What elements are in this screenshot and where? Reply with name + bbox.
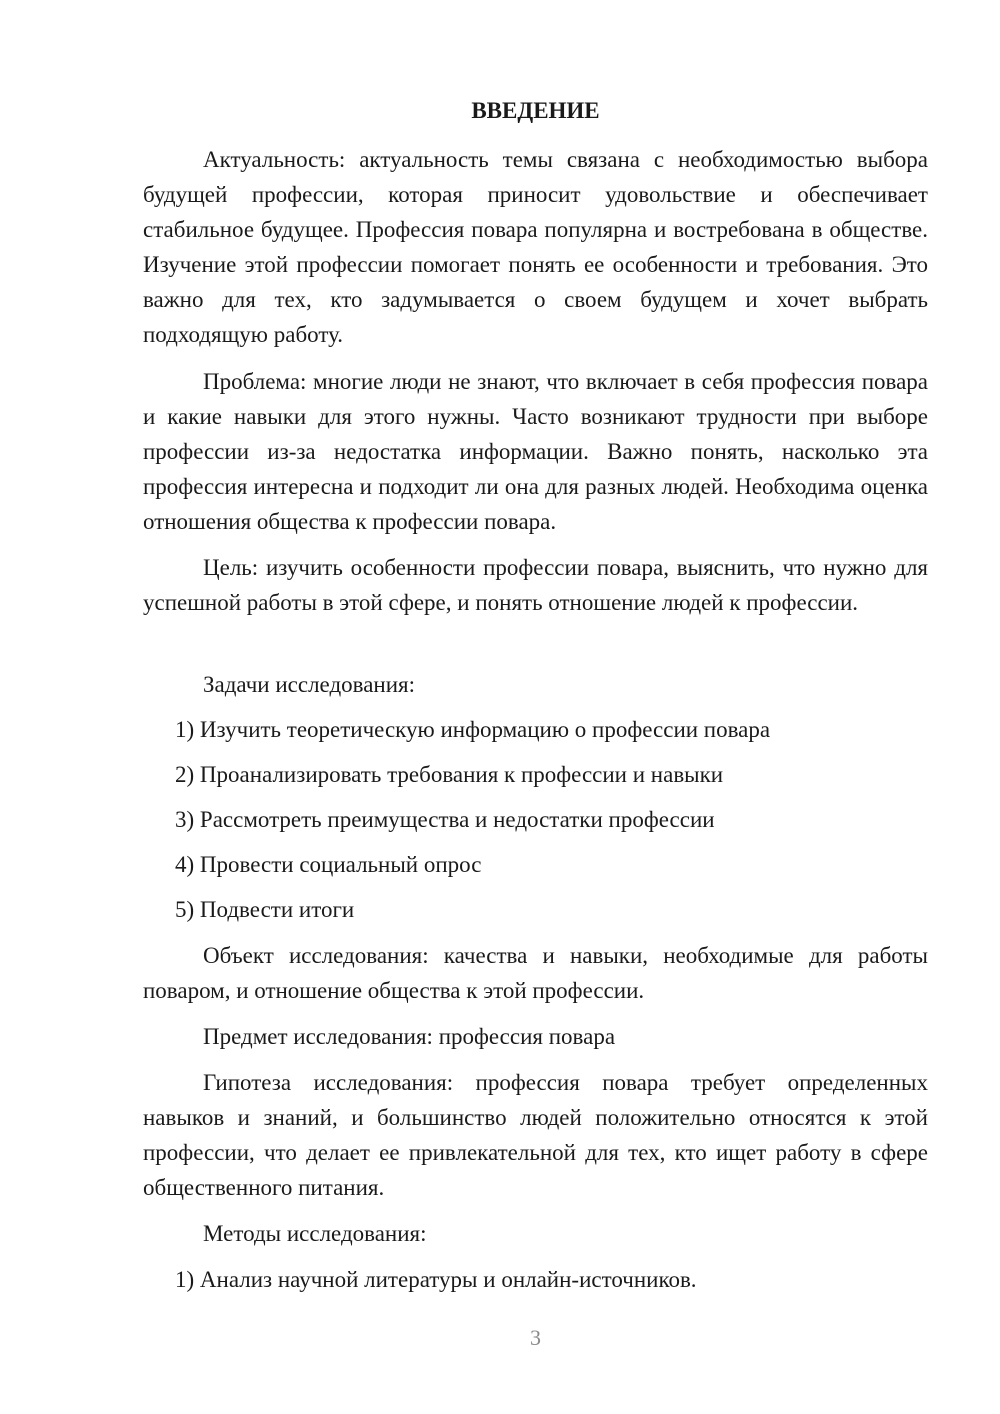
problem-paragraph: Проблема: многие люди не знают, что включает в себя профессия повара и какие навыки для этого нужны. Часто возникают трудности при выборе профессии из-за недостатка информации. Важно понять, насколько эта профессия интересна и подходит ли она для разных людей. Необходима оценка отношения общества к профессии повара. [143,369,928,534]
goal-paragraph: Цель: изучить особенности профессии повара, выяснить, что нужно для успешной работы в этой сфере, и понять отношение людей к профессии. [143,555,928,615]
hypothesis-paragraph: Гипотеза исследования: профессия повара требует определенных навыков и знаний, и большинство людей положительно относятся к этой профессии, что делает ее привлекательной для тех, кто ищет работу в сфере общественного питания. [143,1070,928,1200]
page-number: 3 [530,1325,541,1350]
relevance-paragraph: Актуальность: актуальность темы связана с необходимостью выбора будущей профессии, которая приносит удовольствие и обеспечивает стабильное будущее. Профессия повара популярна и востребована в обществе. Изучение этой профессии помогает понять ее особенности и требования. Это важно для тех, кто задумывается о своем будущем и хочет выбрать подходящую работу. [143,147,928,347]
document-page [143,0,928,1414]
methods-heading: Методы исследования: [203,1221,427,1246]
task-item: 2) Проанализировать требования к профессии и навыки [175,762,724,787]
task-item: 4) Провести социальный опрос [175,852,482,877]
tasks-heading: Задачи исследования: [203,672,416,697]
task-item: 5) Подвести итоги [175,897,355,922]
task-item: 3) Рассмотреть преимущества и недостатки профессии [175,807,715,832]
subject-paragraph: Предмет исследования: профессия повара [203,1024,616,1049]
section-heading: ВВЕДЕНИЕ [471,98,600,123]
task-item: 1) Изучить теоретическую информацию о профессии повара [175,717,771,742]
method-item: 1) Анализ научной литературы и онлайн-источников. [175,1267,697,1292]
object-paragraph: Объект исследования: качества и навыки, необходимые для работы поваром, и отношение общества к этой профессии. [143,943,928,1003]
